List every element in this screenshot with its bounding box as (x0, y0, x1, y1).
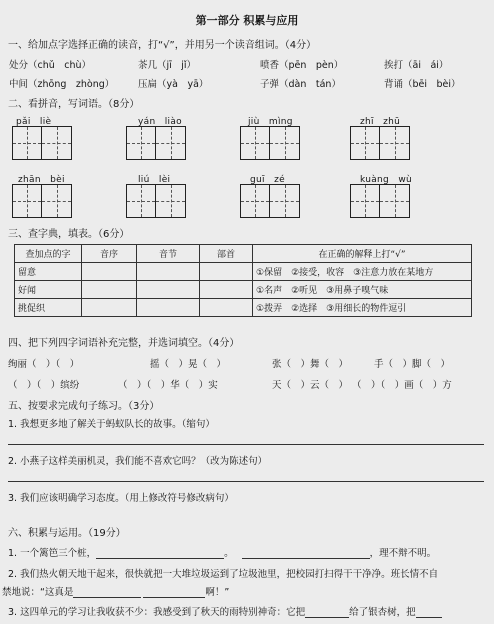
s1-item-4[interactable]: 挨打（āi ái） (384, 60, 449, 71)
s6-question-2-line-1: 2. 我们热火朝天地干起来，很快就把一大堆垃圾运到了垃圾池里，把校园打扫得干干净净。班长情不自 (8, 569, 439, 580)
meaning-options[interactable]: ①拨弄 ②选择 ③用细长的物件逗引 (253, 299, 472, 317)
q1-end: ，理不辩不明。 (369, 548, 437, 559)
idiom-6[interactable]: （ ）（ ）华（ ）实 (118, 380, 218, 391)
pinyin-3: jiù mìng (248, 117, 293, 127)
writing-grid-2[interactable] (126, 126, 186, 160)
meaning-options[interactable]: ①名声 ②听见 ③用鼻子嗅气味 (253, 281, 472, 299)
pinyin-6: liú lèi (138, 175, 171, 185)
answer-cell[interactable] (137, 281, 200, 299)
pinyin-5: zhān bèi (18, 175, 65, 185)
s1-item-6[interactable]: 压扁（yà yā） (138, 79, 209, 90)
answer-cell[interactable] (137, 263, 200, 281)
pinyin-4: zhī zhū (360, 117, 401, 127)
answer-cell[interactable] (200, 263, 253, 281)
answer-cell[interactable] (82, 299, 137, 317)
s1-item-2[interactable]: 茶几（jī jǐ） (138, 60, 197, 71)
writing-grid-3[interactable] (240, 126, 300, 160)
header-index: 音序 (82, 245, 137, 263)
writing-grid-7[interactable] (240, 184, 300, 218)
idiom-4[interactable]: 手（ ）脚（ ） (374, 359, 451, 370)
table-header-row (15, 245, 472, 263)
idiom-7[interactable]: 天（ ）云（ ） (272, 380, 349, 391)
fill-blank[interactable] (242, 548, 370, 559)
section-2-heading: 二、看拼音，写词语。（8分） (8, 99, 140, 110)
header-syllable: 音节 (137, 245, 200, 263)
row-word: 好闻 (15, 281, 82, 299)
writing-grid-5[interactable] (12, 184, 72, 218)
header-meaning: 在正确的解释上打“√” (253, 245, 472, 263)
s1-item-5[interactable]: 中间（zhōng zhòng） (9, 79, 115, 90)
table-row (15, 263, 472, 281)
answer-cell[interactable] (200, 299, 253, 317)
idiom-8[interactable]: （ ）（ ）画（ ）方 (352, 380, 452, 391)
s5-question-3: 3. 我们应该明确学习态度。（用上修改符号修改病句） (8, 493, 234, 504)
fill-blank[interactable] (73, 587, 141, 598)
idiom-1[interactable]: 绚丽（ ）（ ） (8, 359, 80, 370)
header-radical: 部首 (200, 245, 253, 263)
writing-grid-8[interactable] (350, 184, 410, 218)
q3-start: 3. 这四单元的学习让我收获不少：我感受到了秋天的雨特别神奇：它把 (8, 607, 306, 618)
s1-item-8[interactable]: 背诵（bēi bèi） (384, 79, 461, 90)
s1-item-3[interactable]: 喷香（pēn pèn） (260, 60, 344, 71)
pinyin-7: guī zé (250, 175, 285, 185)
writing-grid-6[interactable] (126, 184, 186, 218)
fill-blank[interactable] (143, 587, 205, 598)
s6-question-1 (8, 545, 436, 559)
section-5-heading: 五、按要求完成句子练习。（3分） (8, 401, 160, 412)
q2-start: 禁地说：“这真是 (2, 587, 74, 598)
fill-blank[interactable] (305, 607, 349, 618)
row-word: 挑促织 (15, 299, 82, 317)
idiom-2[interactable]: 摇（ ）晃（ ） (150, 359, 227, 370)
q2-end: 啊！” (205, 587, 230, 598)
writing-grid-1[interactable] (12, 126, 72, 160)
answer-cell[interactable] (137, 299, 200, 317)
s6-question-2-line-2 (2, 584, 229, 598)
section-4-heading: 四、把下列四字词语补充完整，并选词填空。（4分） (8, 338, 240, 349)
s5-question-2: 2. 小燕子这样美丽机灵，我们能不喜欢它吗？（改为陈述句） (8, 456, 268, 467)
table-row (15, 299, 472, 317)
answer-cell[interactable] (82, 281, 137, 299)
q1-mid: 。 (224, 548, 234, 559)
idiom-5[interactable]: （ ）（ ）缤纷 (8, 380, 80, 391)
pinyin-2: yán liào (138, 117, 182, 127)
answer-cell[interactable] (82, 263, 137, 281)
meaning-options[interactable]: ①保留 ②接受，收容 ③注意力放在某地方 (253, 263, 472, 281)
section-3-heading: 三、查字典，填表。（6分） (8, 229, 130, 240)
fill-blank[interactable] (96, 548, 224, 559)
section-1-heading: 一、给加点字选择正确的读音，打“√”，并用另一个读音组词。（4分） (8, 40, 317, 51)
q1-start: 1. 一个篱笆三个桩， (8, 548, 97, 559)
fill-blank[interactable] (416, 607, 442, 618)
pinyin-1: pǎi liè (16, 117, 52, 127)
row-word: 留意 (15, 263, 82, 281)
answer-line-1[interactable] (8, 444, 484, 445)
s1-item-7[interactable]: 子弹（dàn tán） (260, 79, 341, 90)
q3-mid: 给了银杏树，把 (349, 607, 416, 618)
s6-question-3 (8, 604, 442, 618)
table-row (15, 281, 472, 299)
section-6-heading: 六、积累与运用。（19分） (8, 528, 126, 539)
pinyin-8: kuàng wù (360, 175, 413, 185)
idiom-3[interactable]: 张（ ）舞（ ） (272, 359, 349, 370)
answer-line-2[interactable] (8, 481, 484, 482)
writing-grid-4[interactable] (350, 126, 410, 160)
s5-question-1: 1. 我想更多地了解关于蚂蚁队长的故事。（缩句） (8, 419, 215, 430)
page-title: 第一部分 积累与应用 (195, 14, 299, 27)
header-word: 查加点的字 (15, 245, 82, 263)
s1-item-1[interactable]: 处分（chǔ chù） (9, 60, 92, 71)
answer-cell[interactable] (200, 281, 253, 299)
dictionary-table (14, 244, 472, 317)
